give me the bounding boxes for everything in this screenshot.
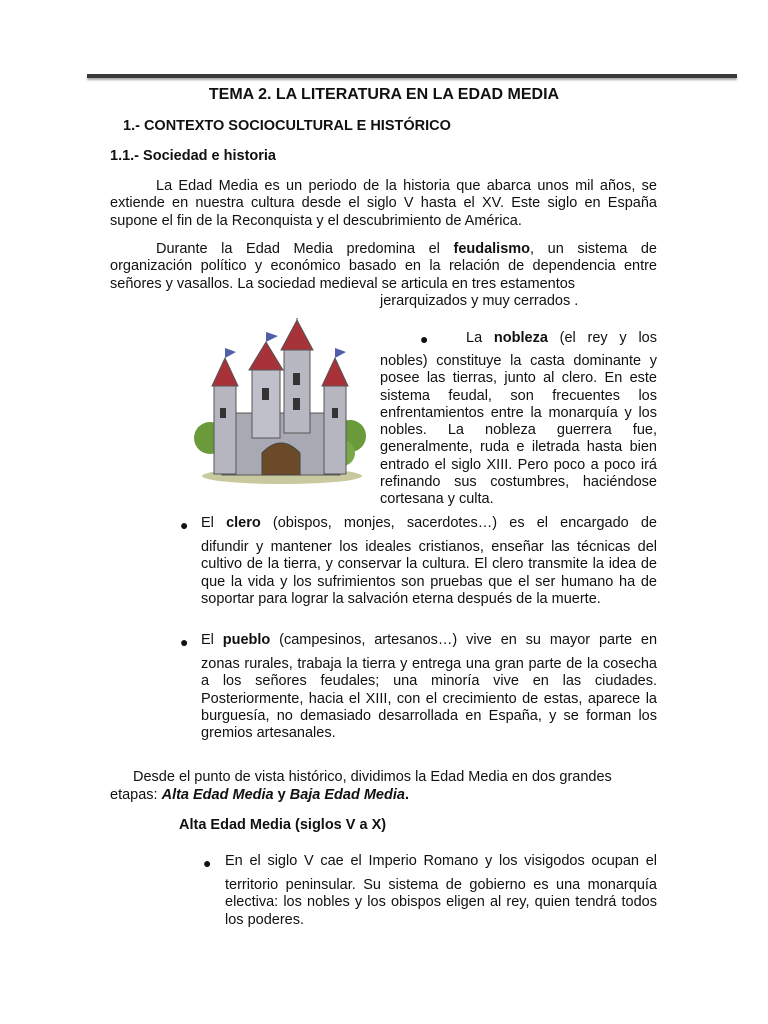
bullet-clero-body: difundir y mantener los ideales cristianos, enseñar las técnicas del cultivo de la tierra, y conservar la cultura. El clero transmite la idea de que la vida y los sufrimientos son pruebas que el ser humano ha de soportar para lograr la salvación eterna después de la muerte.	[201, 539, 657, 607]
bullet-nobleza-body: nobles) constituye la casta dominante y posee las tierras, junto al clero. En este sistema feudal, son frecuentes los enfrentamientos entre la monarquía y los nobles. La nobleza guerrera fue, generalmente, ruda e iletrada hasta bien entrado el siglo XIII. Pero poco a poco irá refinando sus costumbres, haciéndose cortesana y culta.	[380, 353, 657, 508]
paragraph-intro: La Edad Media es un periodo de la historia que abarca unos mil años, se extiende en nuestra cultura desde el siglo V hasta el XV. Este siglo en España supone el fin de la Reconquista y el descubrimiento de América.	[110, 178, 657, 229]
section-heading: 1.- CONTEXTO SOCIOCULTURAL E HISTÓRICO	[123, 118, 451, 134]
bullet-dot: ●	[203, 855, 212, 871]
term-feudalismo: feudalismo	[453, 241, 531, 257]
term-baja-edad-media: Baja Edad Media	[289, 787, 405, 803]
term-nobleza: nobleza	[493, 330, 548, 346]
bullet-siglo-v-lead: En el siglo V cae el Imperio Romano y los visigodos ocupan el	[225, 853, 657, 869]
paragraph-feudalismo-tail: jerarquizados y muy cerrados .	[380, 293, 579, 309]
term-pueblo: pueblo	[222, 632, 271, 648]
bullet-pueblo-body: zonas rurales, trabaja la tierra y entrega una gran parte de la cosecha a los señores feudales; una minoría vive en las ciudades. Posteriormente, hacia el XIII, con el crecimiento de estas, aparece la burguesía, no demasiado desarrollada en España, y se forman los gremios artesanales.	[201, 656, 657, 742]
bullet-dot: ●	[420, 331, 429, 347]
castle-illustration	[192, 318, 368, 484]
paragraph-etapas-line2: etapas: Alta Edad Media y Baja Edad Media.	[110, 787, 409, 803]
bullet-dot: ●	[180, 634, 189, 650]
bullet-clero-lead: El clero (obispos, monjes, sacerdotes…) es el encargado de	[201, 515, 657, 531]
term-clero: clero	[226, 515, 261, 531]
paragraph-etapas-line1: Desde el punto de vista histórico, dividimos la Edad Media en dos grandes	[133, 769, 612, 785]
subsection-heading: 1.1.- Sociedad e historia	[110, 148, 276, 164]
page-title: TEMA 2. LA LITERATURA EN LA EDAD MEDIA	[208, 86, 560, 103]
header-rule	[87, 74, 737, 78]
term-alta-edad-media: Alta Edad Media	[161, 787, 274, 803]
bullet-pueblo-lead: El pueblo (campesinos, artesanos…) vive en su mayor parte en	[201, 632, 658, 648]
bullet-dot: ●	[180, 517, 189, 533]
bullet-siglo-v-body: territorio peninsular. Su sistema de gobierno es una monarquía electiva: los nobles y los obispos eligen al rey, quien tendrá todos los poderes.	[225, 877, 657, 928]
alta-edad-media-heading: Alta Edad Media (siglos V a X)	[179, 817, 387, 833]
paragraph-feudalismo: Durante la Edad Media predomina el feudalismo, un sistema de organización político y económico basado en la relación de dependencia entre señores y vasallos. La sociedad medieval se articula en tres estamentos	[110, 241, 657, 292]
bullet-nobleza-lead: La nobleza (el rey y los	[466, 330, 657, 346]
